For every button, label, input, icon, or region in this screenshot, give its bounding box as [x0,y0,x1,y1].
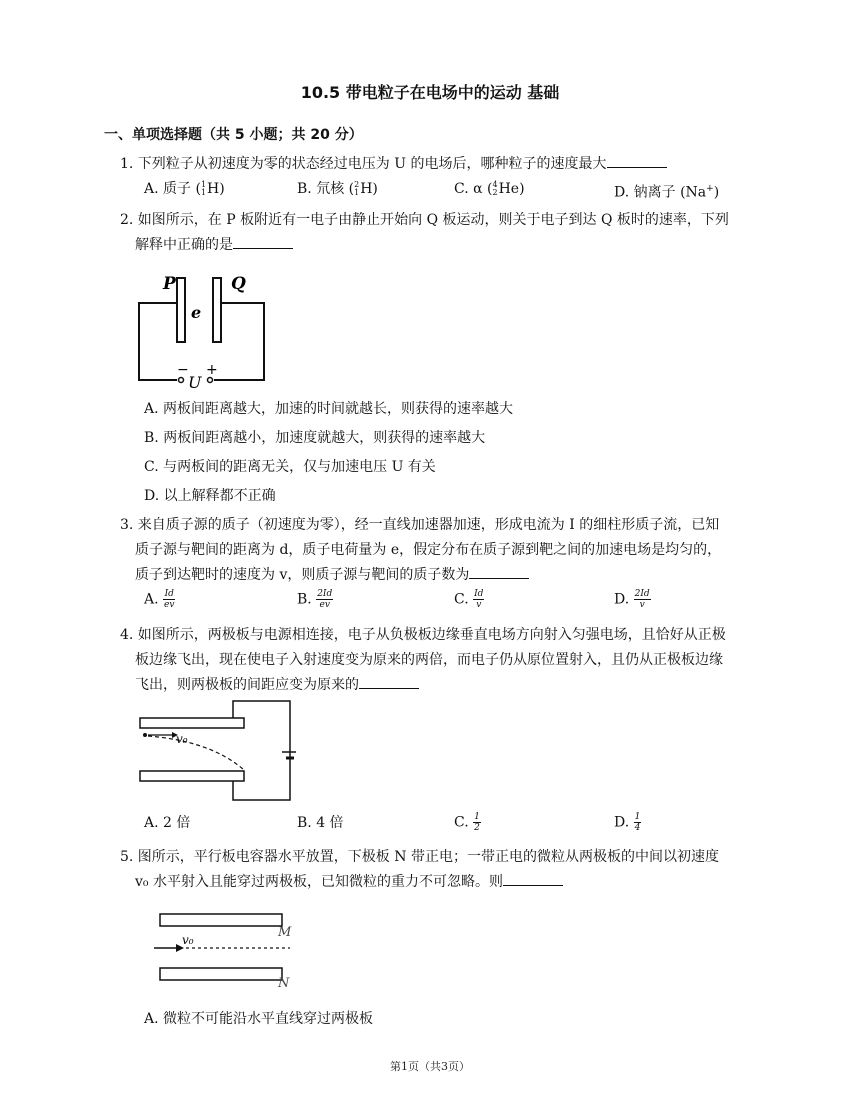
fraction: $\frac{1}{4}$ [634,812,641,833]
label-minus: − [177,362,189,378]
question-1-text: 1. 下列粒子从初速度为零的状态经过电压为 U 的电场后，哪种粒子的速度最大 [120,155,667,173]
q5-option-a: A. 微粒不可能沿水平直线穿过两极板 [144,1011,374,1027]
terminal-negative [179,378,184,383]
section-heading: 一、单项选择题（共 5 小题；共 20 分） [104,127,363,143]
answer-blank [233,236,293,249]
plate-q [213,278,221,342]
q1-option-d: D. 钠离子 (Na+) [614,184,720,201]
answer-blank [607,155,667,168]
question-3-line-1: 3. 来自质子源的质子（初速度为零），经一直线加速器加速，形成电流为 I 的细柱形质子流，已知 [120,517,720,533]
q1-option-b: B. 氘核 ( 2 1 H) [297,180,378,197]
lower-plate [140,771,244,781]
q2-option-d: D. 以上解释都不正确 [144,488,276,504]
capacitor-circuit-figure [130,268,275,390]
label-m: M [278,925,292,940]
q4-option-d: D. $\frac{1}{4}$ [614,812,641,833]
fraction: $\frac{Id}{ev}$ [164,589,175,610]
label-v0: v₀ [176,732,188,746]
plate-m [160,914,282,926]
question-4-line-1: 4. 如图所示，两极板与电源相连接，电子从负极板边缘垂直电场方向射入匀强电场，且恰好从正极 [120,627,726,643]
question-2-line-1: 2. 如图所示，在 P 板附近有一电子由静止开始向 Q 板运动，则关于电子到达 Q 板时的速率，下列 [120,212,729,228]
fraction: $\frac{1}{2}$ [474,812,480,833]
wire-left [139,303,177,380]
question-2-line-2: 解释中正确的是 [135,236,293,254]
question-5-line-2: v₀ 水平射入且能穿过两极板，已知微粒的重力不可忽略。则 [135,873,563,891]
electron-dot [143,733,147,737]
deflection-plates-figure [136,696,296,804]
q4-option-a: A. 2 倍 [144,815,191,831]
parallel-plate-capacitor-figure [150,906,300,988]
page-footer: 第1页（共3页） [390,1060,470,1073]
q4-option-c: C. $\frac{1}{2}$ [454,812,480,833]
answer-blank [359,676,419,689]
q3-option-d: D. $\frac{2Id}{v}$ [614,589,650,610]
label-n: N [278,976,290,988]
plate-n [160,968,282,980]
upper-plate [140,718,244,728]
q2-option-a: A. 两板间距离越大，加速的时间就越长，则获得的速率越大 [144,401,514,417]
label-p: P [163,274,176,294]
label-u: U [188,373,202,390]
q1-option-a: A. 质子 ( 1 1 H) [144,180,225,197]
plate-p [177,278,185,342]
fraction: $\frac{Id}{v}$ [474,589,484,610]
q1-option-c: C. α ( 4 2 He) [454,180,525,197]
fraction: $\frac{2Id}{v}$ [634,589,650,610]
q3-option-a: A. $\frac{Id}{ev}$ [144,589,175,610]
q4-option-b: B. 4 倍 [297,815,344,831]
question-4-line-2: 板边缘飞出，现在使电子入射速度变为原来的两倍，而电子仍从原位置射入，且仍从正极板边缘 [135,652,723,668]
q3-option-b: B. $\frac{2Id}{ev}$ [297,589,333,610]
terminal-positive [208,378,213,383]
label-v0: v₀ [182,933,194,947]
question-3-line-3: 质子到达靶时的速度为 v，则质子源与靶间的质子数为 [135,566,529,584]
q2-option-b: B. 两板间距离越小，加速度就越大，则获得的速率越大 [144,430,486,446]
q2-option-c: C. 与两板间的距离无关，仅与加速电压 U 有关 [144,459,436,475]
fraction: $\frac{2Id}{ev}$ [317,589,333,610]
page-title: 10.5 带电粒子在电场中的运动 基础 [300,83,560,102]
label-e: e [191,303,202,322]
answer-blank [469,566,529,579]
electron-trajectory [148,736,244,770]
q3-option-c: C. $\frac{Id}{v}$ [454,589,484,610]
label-q: Q [231,274,246,294]
answer-blank [503,873,563,886]
label-plus: + [206,362,218,378]
question-4-line-3: 飞出，则两极板的间距应变为原来的 [135,676,419,694]
question-3-line-2: 质子源与靶间的距离为 d，质子电荷量为 e，假定分布在质子源到靶之间的加速电场是均匀的， [135,542,722,558]
question-5-line-1: 5. 图所示，平行板电容器水平放置，下极板 N 带正电；一带正电的微粒从两极板的中间以初速度 [120,849,719,865]
circuit-wire [233,701,290,800]
